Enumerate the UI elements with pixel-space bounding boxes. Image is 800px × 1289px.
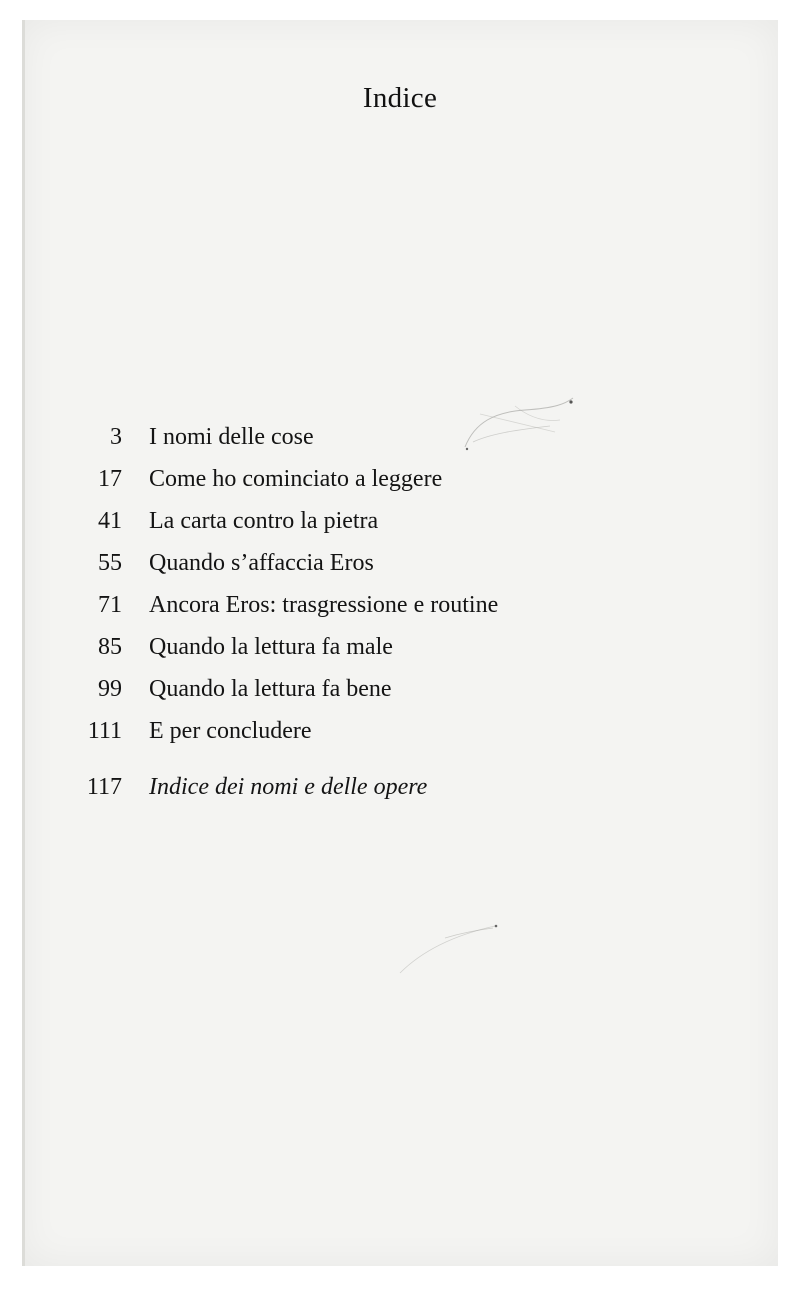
toc-chapter-title: I nomi delle cose bbox=[149, 424, 314, 450]
toc-page-number: 117 bbox=[86, 774, 122, 800]
toc-page-number: 85 bbox=[98, 634, 122, 660]
toc-entry bbox=[0, 592, 800, 632]
toc-page-number: 3 bbox=[110, 424, 122, 450]
toc-chapter-title: Quando la lettura fa male bbox=[149, 634, 393, 660]
toc-entry bbox=[0, 466, 800, 506]
toc-page-number: 41 bbox=[98, 508, 122, 534]
page-title: Indice bbox=[362, 82, 438, 114]
toc-page-number: 111 bbox=[87, 718, 122, 744]
toc-entry bbox=[0, 424, 800, 464]
toc-entry bbox=[0, 718, 800, 758]
toc-chapter-title: Come ho cominciato a leggere bbox=[149, 466, 443, 492]
toc-entry-index bbox=[0, 774, 800, 814]
toc-page-number: 71 bbox=[98, 592, 122, 618]
toc-entry bbox=[0, 634, 800, 674]
toc-entry bbox=[0, 508, 800, 548]
toc-chapter-title: E per concludere bbox=[149, 718, 312, 744]
toc-page-number: 17 bbox=[98, 466, 122, 492]
toc-page-number: 99 bbox=[98, 676, 122, 702]
toc-chapter-title: Quando la lettura fa bene bbox=[149, 676, 392, 702]
toc-chapter-title: Indice dei nomi e delle opere bbox=[149, 774, 428, 800]
toc-chapter-title: Ancora Eros: trasgressione e routine bbox=[149, 592, 499, 618]
toc-chapter-title: La carta contro la pietra bbox=[149, 508, 379, 534]
toc-chapter-title: Quando s’affaccia Eros bbox=[149, 550, 374, 576]
toc-entry bbox=[0, 550, 800, 590]
toc-entry bbox=[0, 676, 800, 716]
toc-page-number: 55 bbox=[98, 550, 122, 576]
